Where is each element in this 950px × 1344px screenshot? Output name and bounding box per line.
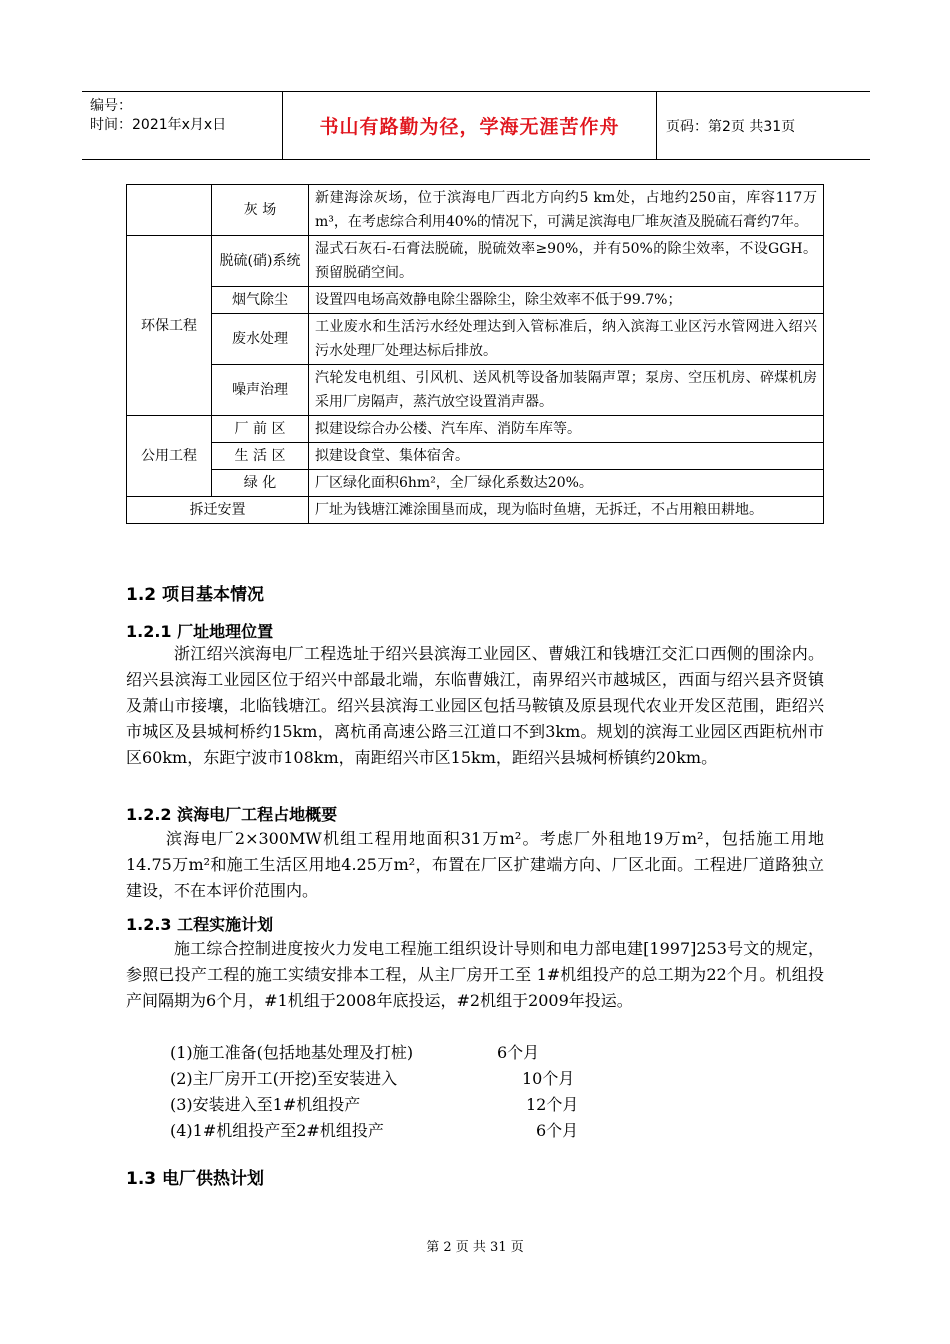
project-spec-table: [126, 184, 824, 524]
time-label: 时间：2021年x月x日: [90, 117, 227, 133]
env-row-label: 噪声治理: [212, 365, 309, 416]
schedule-item: (1)施工准备(包括地基处理及打桩): [170, 1043, 414, 1062]
table-row: [127, 314, 824, 365]
table-row: [127, 416, 824, 443]
schedule-item: (3)安装进入至1#机组投产: [170, 1095, 361, 1114]
table-row: [127, 185, 824, 236]
public-row-label: 绿 化: [212, 470, 309, 497]
paragraph-text: 浙江绍兴滨海电厂工程选址于绍兴县滨海工业园区、曹娥江和钱塘江交汇口西侧的围涂内。绍兴县滨海工业园区位于绍兴中部最北端，东临曹娥江，南界绍兴市越城区，西面与绍兴县齐贤镇及萧山市接壤，北临钱塘江。绍兴县滨海工业园区包括马鞍镇及原县现代农业开发区范围，距绍兴市城区及县城柯桥约15km，离杭甬高速公路三江道口不到3km。规划的滨海工业园区西距杭州市区60km，东距宁波市108km，南距绍兴市区15km，距绍兴县城柯桥镇约20km。: [126, 644, 824, 767]
table-cell: [127, 185, 212, 236]
env-row-label: 脱硫(硝)系统: [212, 236, 309, 287]
schedule-duration: 10个月: [522, 1069, 575, 1088]
paragraph-land-use: [126, 826, 824, 904]
env-row-text: 汽轮发电机组、引风机、送风机等设备加装隔声罩；泵房、空压机房、碎煤机房采用厂房隔声，蒸汽放空设置消声器。: [309, 365, 824, 416]
paragraph-site-location: [126, 641, 824, 771]
env-category: 环保工程: [127, 236, 212, 416]
public-row-label: 厂 前 区: [212, 416, 309, 443]
schedule-duration: 6个月: [497, 1043, 540, 1062]
schedule-duration: 12个月: [526, 1095, 579, 1114]
header-page-cell: [656, 92, 870, 159]
ash-field-text: 新建海涂灰场，位于滨海电厂西北方向约5 km处，占地约250亩，库容117万m³，在考虑综合利用40%的情况下，可满足滨海电厂堆灰渣及脱硫石膏约7年。: [309, 185, 824, 236]
page-header: [82, 91, 870, 160]
public-row-text: 拟建设食堂、集体宿舍。: [309, 443, 824, 470]
section-heading-1-3: 1.3 电厂供热计划: [126, 1169, 265, 1189]
env-row-label: 烟气除尘: [212, 287, 309, 314]
table-row: [127, 236, 824, 287]
ash-field-label: 灰 场: [212, 185, 309, 236]
table-row: [127, 365, 824, 416]
paragraph-text: 施工综合控制进度按火力发电工程施工组织设计导则和电力部电建[1997]253号文的规定，参照已投产工程的施工实绩安排本工程，从主厂房开工至 1#机组投产的总工期为22个月。机组投产间隔期为6个月，#1机组于2008年底投运，#2机组于2009年投运。: [126, 939, 824, 1010]
paragraph-text: 滨海电厂2×300MW机组工程用地面积31万m²。考虑厂外租地19万m²，包括施工用地14.75万m²和施工生活区用地4.25万m²，布置在厂区扩建端方向、厂区北面。工程进厂道路独立建设，不在本评价范围内。: [126, 829, 824, 900]
public-category: 公用工程: [127, 416, 212, 497]
relocation-text: 厂址为钱塘江滩涂围垦而成，现为临时鱼塘，无拆迁，不占用粮田耕地。: [309, 497, 824, 524]
schedule-duration: 6个月: [536, 1121, 579, 1140]
table-row: [127, 470, 824, 497]
schedule-item: (2)主厂房开工(开挖)至安装进入: [170, 1069, 398, 1088]
relocation-label: 拆迁安置: [127, 497, 309, 524]
paragraph-schedule: [126, 936, 824, 1014]
section-heading-1-2-1: 1.2.1 厂址地理位置: [126, 622, 274, 641]
env-row-text: 工业废水和生活污水经处理达到入管标准后，纳入滨海工业区污水管网进入绍兴污水处理厂处理达标后排放。: [309, 314, 824, 365]
public-row-label: 生 活 区: [212, 443, 309, 470]
section-heading-1-2-3: 1.2.3 工程实施计划: [126, 915, 274, 934]
public-row-text: 厂区绿化面积6hm²，全厂绿化系数达20%。: [309, 470, 824, 497]
serial-label: 编号：: [90, 98, 132, 114]
env-row-text: 湿式石灰石-石膏法脱硫，脱硫效率≥90%，并有50%的除尘效率，不设GGH。预留脱硝空间。: [309, 236, 824, 287]
page-footer: 第 2 页 共 31 页: [426, 1240, 524, 1255]
env-row-text: 设置四电场高效静电除尘器除尘，除尘效率不低于99.7%；: [309, 287, 824, 314]
section-heading-1-2: 1.2 项目基本情况: [126, 585, 265, 605]
header-motto-cell: [282, 92, 657, 159]
env-row-label: 废水处理: [212, 314, 309, 365]
table-row: [127, 287, 824, 314]
table-row: [127, 497, 824, 524]
header-meta: [82, 92, 282, 159]
schedule-item: (4)1#机组投产至2#机组投产: [170, 1121, 384, 1140]
public-row-text: 拟建设综合办公楼、汽车库、消防车库等。: [309, 416, 824, 443]
table-row: [127, 443, 824, 470]
motto: 书山有路勤为径，学海无涯苦作舟: [319, 116, 620, 138]
section-heading-1-2-2: 1.2.2 滨海电厂工程占地概要: [126, 805, 338, 824]
page-indicator: 页码：第2页 共31页: [666, 118, 796, 135]
